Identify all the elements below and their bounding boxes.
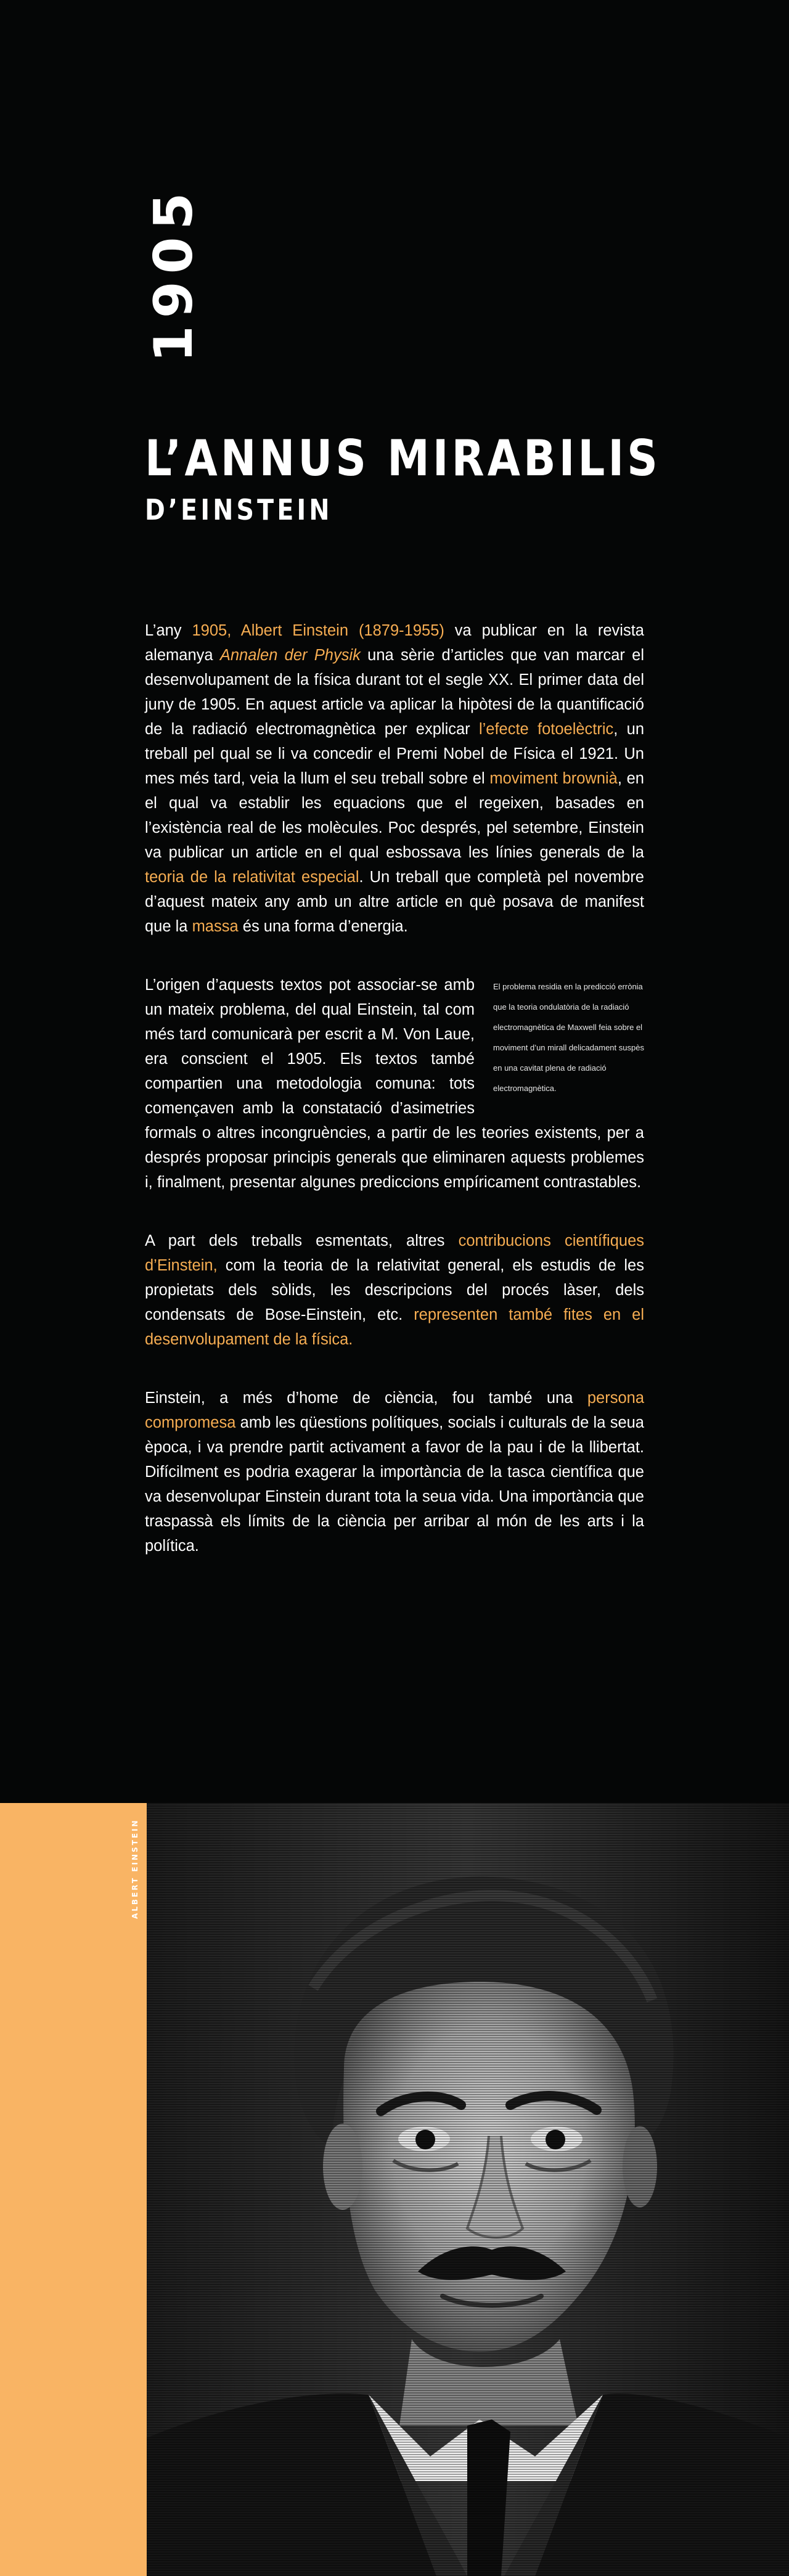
text-run: , en el qual va establir les equacions que el regeixen, basades en l’existència real de les molècules. Poc després, pel setembre, Einstein va publicar un article en el qual esbossava les línies generals de la <box>145 770 644 861</box>
highlight-run: moviment brownià <box>489 770 618 787</box>
highlight-run: l’efecte fotoelèctric <box>478 721 614 738</box>
article-body <box>145 618 644 1592</box>
year-label: 1905 <box>143 185 205 362</box>
text-run: amb les qüestions polítiques, socials i culturals de la seua època, i va prendre partit activament a favor de la pau i de la llibertat. Difícilment es podria exagerar la importància de la tasca científica que va desenvolupar Einstein durant tota la seua vida. Una importància que traspassà els límits de la ciència per arribar al món de les arts i la política. <box>145 1414 644 1555</box>
highlight-run: persona compromesa <box>145 1389 644 1431</box>
text-run: Einstein, a més d’home de ciència, fou també una <box>145 1389 587 1407</box>
einstein-portrait <box>147 1803 789 2576</box>
text-run: L’any <box>145 622 192 639</box>
text-run: va publicar en la revista alemanya <box>145 622 644 664</box>
text-run: . Un treball que completà pel novembre d’aquest mateix any amb un altre article en què posava de manifest que la <box>145 869 644 935</box>
highlight-run: teoria de la relativitat especial <box>145 869 359 886</box>
side-note: El problema residia en la predicció errònia que la teoria ondulatòria de la radiació electromagnètica de Maxwell feia sobre el moviment d’un mirall delicadament suspès en una cavitat plena de radiació electromagnètica. <box>493 982 644 1093</box>
paragraph-4 <box>145 1386 644 1558</box>
text-run: L’origen d’aquests textos pot associar-se amb un mateix problema, del qual Einstein, tal com més tard comunicarà per escrit a M. Von Laue, era conscient el 1905. Els textos també compartien una metodologia comuna: tots començaven amb la constatació d’asimetries formals o altres incongruències, a partir de les teories existents, per a després proposar principis generals que eliminaren aquests problemes i, finalment, presentar algunes prediccions empíricament contrastables. <box>145 976 644 1191</box>
text-run: com la teoria de la relativitat general, els estudis de les propietats dels sòlids, les descripcions del procés làser, dels condensats de Bose-Einstein, etc. <box>145 1257 644 1323</box>
highlight-run: Annalen der Physik <box>219 647 361 664</box>
text-run: , un treball pel qual se li va concedir el Premi Nobel de Física el 1921. Un mes més tard, veia la llum el seu treball sobre el <box>145 721 644 787</box>
orange-side-bar <box>0 1803 147 2576</box>
highlight-run: 1905, Albert Einstein (1879-1955) <box>192 622 444 639</box>
portrait-illustration <box>147 1803 789 2576</box>
highlight-run: contribucions científiques d’Einstein, <box>145 1232 644 1274</box>
portrait-section <box>0 1803 789 2576</box>
page-subtitle: D’EINSTEIN <box>145 493 333 526</box>
paragraph-1 <box>145 618 644 939</box>
photo-label: ALBERT EINSTEIN <box>131 1818 139 1919</box>
page-title: L’ANNUS MIRABILIS <box>145 430 661 487</box>
text-run: A part dels treballs esmentats, altres <box>145 1232 459 1249</box>
paragraph-2 <box>145 973 644 1195</box>
text-run: és una forma d’energia. <box>238 918 408 935</box>
paragraph-3 <box>145 1229 644 1352</box>
highlight-run: representen també fites en el desenvolupament de la física. <box>145 1306 644 1348</box>
highlight-run: massa <box>192 918 239 935</box>
text-run: una sèrie d’articles que van marcar el desenvolupament de la física durant tot el segle XX. El primer data del juny de 1905. En aquest article va aplicar la hipòtesi de la quantificació de la radiació electromagnètica per explicar <box>145 647 645 738</box>
